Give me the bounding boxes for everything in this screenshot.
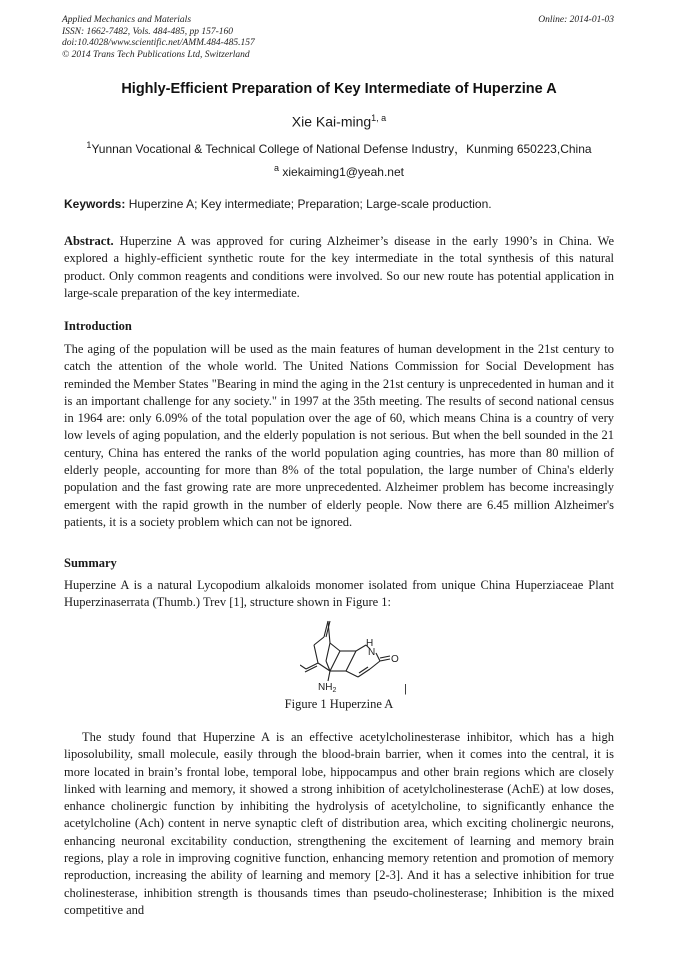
huperzine-structure-diagram	[300, 615, 420, 695]
email-superscript: a	[274, 163, 280, 173]
bond	[346, 651, 356, 671]
summary-text: Huperzine A is a natural Lycopodium alkaloids monomer isolated from unique China Huperziaceae Plant Huperzinaserrata (Thumb.) Trev [1], structure shown in Figure 1:	[64, 578, 614, 610]
bond	[359, 667, 368, 673]
body-text: The study found that Huperzine A is an effective acetylcholinesterase inhibitor, which has a high liposolubility, small molecule, easily through the blood-brain barrier, when it comes into the central, it is more located in brain’s frontal lobe, temporal lobe, hippocampus and other brain regions which are closely linked with learning and memory, it showed a strong inhibition of acetylcholinesterase (AchE) at low doses, enhance cholinergic function by inhibiting the hydrolysis of acetylcholine, to significantly enhance the acetylcholine (Ach) content in nerve synaptic cleft of distribution area, which exciting cholinergic neurons, enhancing neuronal excitability conduction, strengthening the excitement of learning and memory brain regions, play a role in improving cognitive function, enhancing memory retention and promotion of memory reproduction, increasing the ability of learning and memory [2-3]. And it has a selective inhibition for true cholinesterase, inhibition strength is thousands times than pseudo-cholinesterase; Inhibition is the mixed competitive and	[64, 730, 614, 917]
abstract-label: Abstract.	[64, 234, 114, 248]
author-email	[0, 163, 678, 179]
introduction-text: The aging of the population will be used as the main features of human development in the 21st century to catch the attention of the whole world. The United Nations Commission for Social Development has reminded the Member States "Bearing in mind the aging in the 21st century is unprecedented in human and it is an important challenge for any society." in 1997 at the 35th meeting. The results of second national census in 1964 are: only 6.09% of the total population over the age of 60, which means China is a country of very low levels of aging population, and the elderly population is not serious. But when the bell sounded in the 21 century, China has entered the ranks of the world population aging countries, has more than 80 million of elderly people, accounting for more than 8% of the total population, the large number of China's elderly population and the fast growing rate are more unprecedented. Alzheimer problem has become increasingly emergent with the rapid growth in the number of elderly people. Now there are 6.45 million Alzheimer's patients, it is a society problem which can not be ignored.	[64, 342, 614, 529]
author-name: Xie Kai-ming	[291, 113, 372, 130]
nh-text: NH	[318, 682, 333, 693]
keywords-label: Keywords:	[64, 197, 126, 211]
bond	[330, 651, 340, 671]
atom-label-h: H	[366, 638, 374, 649]
keywords-text: Huperzine A; Key intermediate; Preparation; Large-scale production.	[128, 197, 492, 211]
bond	[314, 645, 318, 663]
atom-label-n: N	[368, 647, 376, 658]
figure-caption: Figure 1 Huperzine A	[284, 697, 394, 711]
summary-heading: Summary	[64, 556, 117, 570]
journal-doi[interactable]: doi:10.4028/www.scientific.net/AMM.484-485.157	[62, 38, 255, 48]
online-date: Online: 2014-01-03	[538, 15, 614, 25]
abstract-text: Huperzine A was approved for curing Alzheimer’s disease in the early 1990’s in China. We explored a highly-efficient synthetic route for the key intermediate in the total synthesis of this natural product. Only common reagents and conditions were involved. So our new route has potential application in large-scale preparation of the key intermediate.	[64, 234, 615, 300]
bond	[380, 656, 390, 658]
bond	[326, 643, 330, 661]
journal-copyright: © 2014 Trans Tech Publications Ltd, Switzerland	[62, 49, 250, 60]
affiliation-text: Yunnan Vocational & Technical College of National Defense Industry，Kunming 650223,China	[91, 142, 592, 156]
paper-title: Highly-Efficient Preparation of Key Intermediate of Huperzine A	[121, 81, 557, 97]
author-line	[0, 113, 678, 130]
abstract	[64, 233, 614, 302]
bond	[380, 659, 390, 661]
journal-name: Applied Mechanics and Materials	[62, 15, 192, 25]
journal-header	[62, 15, 622, 61]
figure-bar-mark: |	[404, 683, 407, 695]
bond	[324, 621, 328, 637]
bond	[330, 643, 340, 651]
keywords	[64, 197, 624, 211]
author-superscript: 1, a	[371, 113, 387, 123]
bond	[370, 661, 380, 669]
bond	[346, 671, 358, 677]
bond	[356, 645, 366, 651]
nh2-subscript: 2	[332, 687, 337, 694]
affiliation	[0, 140, 678, 157]
bond	[376, 653, 380, 661]
bond	[314, 637, 324, 645]
bond	[300, 665, 306, 669]
atom-label-o: O	[391, 654, 399, 665]
email-text[interactable]: xiekaiming1@yeah.net	[282, 165, 404, 179]
affiliation-superscript: 1	[86, 140, 92, 150]
bond	[328, 671, 330, 681]
introduction-heading: Introduction	[64, 319, 132, 333]
atom-label-nh2	[318, 682, 336, 694]
huperzine-structure-figure	[300, 615, 420, 695]
journal-issn: ISSN: 1662-7482, Vols. 484-485, pp 157-160	[62, 26, 233, 37]
